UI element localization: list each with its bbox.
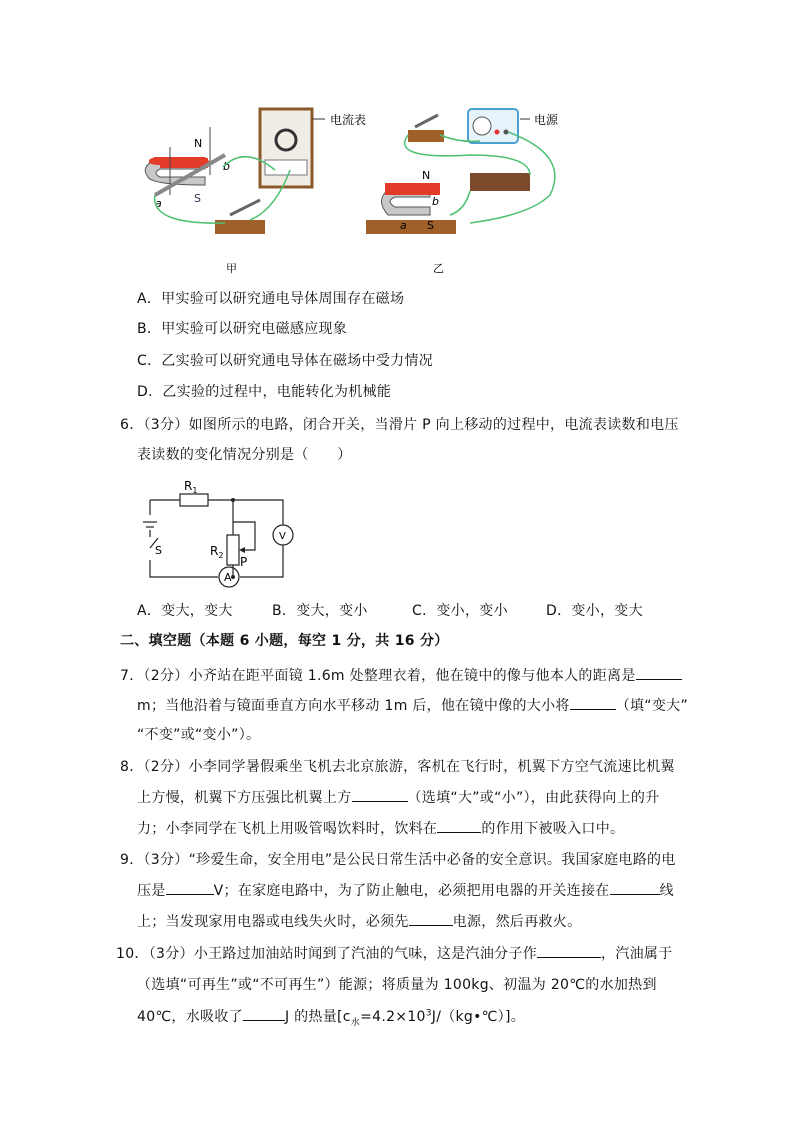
q6-option-d: D．变小，变大: [546, 603, 643, 619]
ammeter-label: 电流表: [330, 113, 367, 127]
switch-s-label: S: [155, 544, 162, 557]
q5-option-c: C．乙实验可以研究通电导体在磁场中受力情况: [137, 353, 434, 369]
q7-line3: “不变”或“变小”）。: [137, 727, 261, 743]
q6-stem-line2: 表读数的变化情况分别是（ ）: [137, 447, 352, 463]
q6-stem-line1: 6．（3分）如图所示的电路，闭合开关，当滑片 P 向上移动的过程中，电流表读数和电压: [120, 417, 679, 433]
q7-line1: 7．（2分）小齐站在距平面镜 1.6m 处整理衣着，他在镜中的像与他本人的距离是: [120, 665, 682, 686]
yi-label: 乙: [433, 262, 444, 275]
pole-s-label: S: [194, 192, 201, 205]
r1-label: $R_1$: [184, 479, 198, 495]
end-b-label: b: [223, 160, 230, 173]
q9-line1: 9．（3分）“珍爱生命，安全用电”是公民日常生活中必备的安全意识。我国家庭电路的电: [120, 852, 676, 868]
yi-pole-n: N: [422, 169, 431, 182]
ammeter-symbol: A: [224, 571, 232, 584]
q8-line3: 力；小李同学在飞机上用吸管喝饮料时，饮料在 的作用下被吸入口中。: [137, 818, 624, 839]
end-a-label: a: [155, 197, 162, 210]
voltmeter-symbol: V: [279, 531, 286, 542]
q6-option-c: C．变小，变小: [412, 603, 508, 619]
experiment-figure: [130, 95, 590, 280]
q6-option-b: B．变大，变小: [272, 603, 368, 619]
q9-line3: 上；当发现家用电器或电线失火时，必须先 电源，然后再救火。: [137, 911, 581, 932]
yi-pole-s: S: [427, 219, 434, 232]
r2-label: $R_2$: [210, 544, 224, 560]
q10-line2: （选填“可再生”或“不可再生”）能源；将质量为 100kg、初温为 20℃的水加热到: [137, 977, 657, 993]
jia-label: 甲: [226, 262, 237, 275]
figure-yi: [366, 109, 559, 275]
section-title: 二、填空题（本题 6 小题，每空 1 分，共 16 分）: [120, 633, 449, 649]
q5-option-a: A．甲实验可以研究通电导体周围存在磁场: [137, 291, 405, 307]
q8-line2: 上方慢，机翼下方压强比机翼上方 （选填“大”或“小”），由此获得向上的升: [137, 787, 660, 808]
yi-end-a: a: [400, 219, 407, 232]
power-label: 电源: [534, 113, 559, 127]
yi-end-b: b: [432, 195, 439, 208]
slider-p-label: P: [240, 555, 248, 569]
q5-option-b: B．甲实验可以研究电磁感应现象: [137, 321, 348, 337]
q7-line2: m；当他沿着与镜面垂直方向水平移动 1m 后，他在镜中像的大小将 （填“变大”: [137, 695, 688, 716]
q5-option-d: D．乙实验的过程中，电能转化为机械能: [137, 384, 392, 400]
figure-jia: [145, 109, 366, 275]
q8-line1: 8．（2分）小李同学暑假乘坐飞机去北京旅游，客机在飞行时，机翼下方空气流速比机翼: [120, 759, 675, 775]
circuit-diagram: [130, 470, 300, 590]
q6-option-a: A．变大，变大: [137, 603, 233, 619]
pole-n-label: N: [194, 137, 203, 150]
q9-line2: 压是 V；在家庭电路中，为了防止触电，必须把用电器的开关连接在 线: [137, 880, 674, 901]
q10-line1: 10．（3分）小王路过加油站时闻到了汽油的气味，这是汽油分子作 ，汽油属于: [116, 943, 673, 964]
q10-line3: 40℃，水吸收了 J 的热量$[c_水=4.2\times 10^3J/(kg•℃)]$。: [137, 1006, 525, 1027]
